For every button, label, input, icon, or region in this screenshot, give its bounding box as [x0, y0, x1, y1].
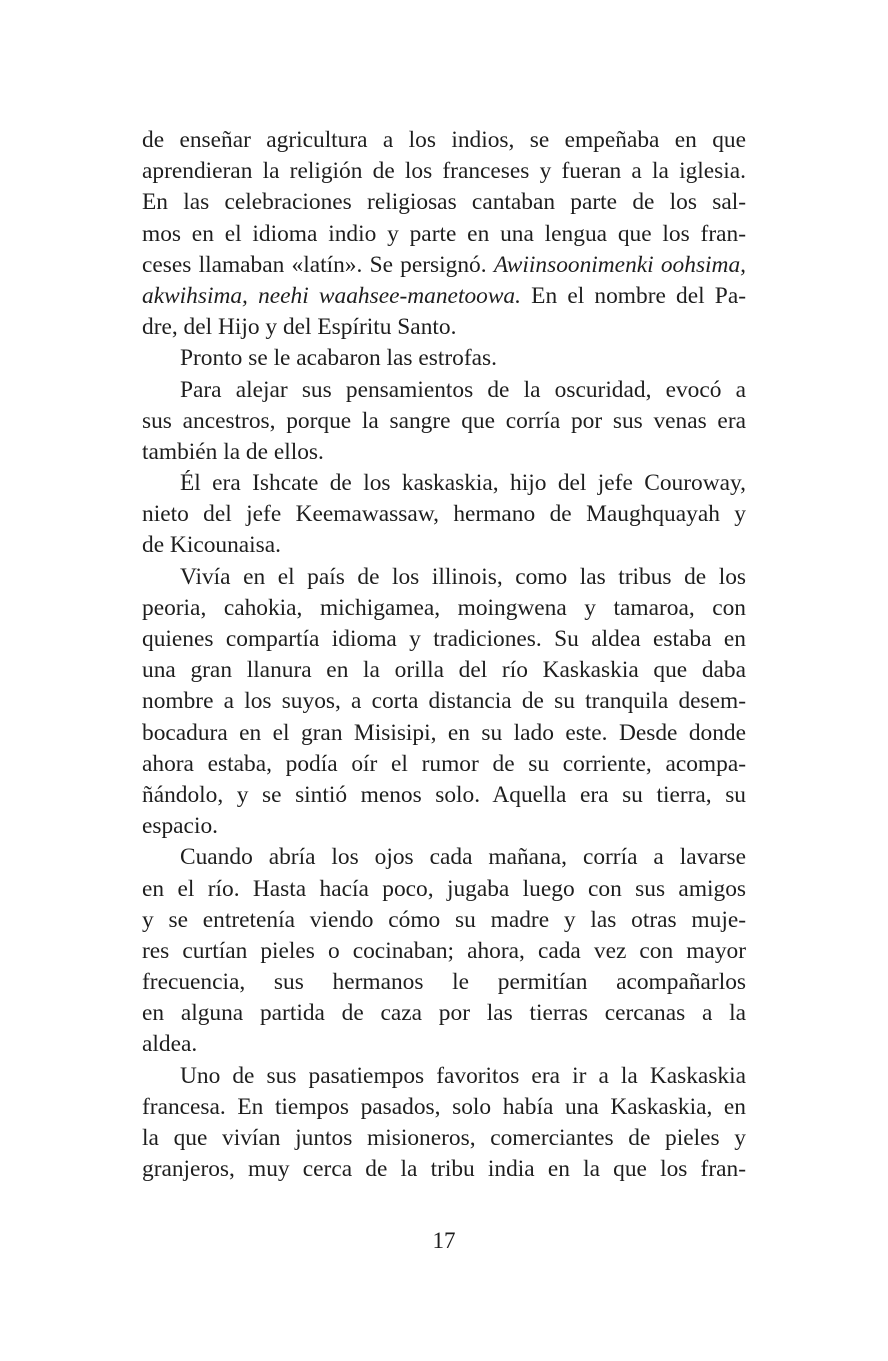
paragraph [142, 468, 746, 562]
body-text [142, 125, 746, 1185]
text-line: quienes compartía idioma y tradiciones. Su aldea estaba en [142, 626, 746, 652]
text-line: res curtían pieles o cocinaban; ahora, cada vez con mayor [142, 937, 746, 964]
text-line: en el río. Hasta hacía poco, jugaba luego con sus amigos [142, 875, 746, 902]
text-line: peoria, cahokia, michigamea, moingwena y tamaroa, con [142, 594, 746, 621]
italic-text: Awiinsoonimenki oohsima, [493, 251, 746, 278]
text-line: granjeros, muy cerca de la tribu india en la que los fran- [142, 1156, 746, 1183]
text-line: nombre a los suyos, a corta distancia de su tranquila desem- [142, 688, 746, 715]
text-line: En las celebraciones religiosas cantaban parte de los sal- [142, 189, 746, 216]
text-line: sus ancestros, porque la sangre que corría por sus venas era [142, 407, 746, 434]
text-line: francesa. En tiempos pasados, solo había una Kaskaskia, en [142, 1093, 746, 1120]
text-line: Vivía en el país de los illinois, como las tribus de los [180, 563, 746, 590]
text-line: de Kicounaisa. [142, 532, 281, 559]
text-line: Cuando abría los ojos cada mañana, corría a lavarse [180, 844, 746, 871]
paragraph [142, 125, 746, 343]
text-line: la que vivían juntos misioneros, comerciantes de pieles y [142, 1125, 746, 1151]
text-line: mos en el idioma indio y parte en una lengua que los fran- [142, 220, 746, 247]
text-segment: En el nombre del Pa- [520, 282, 746, 309]
text-line: Él era Ishcate de los kaskaskia, hijo del jefe Couroway, [180, 470, 746, 497]
text-line: bocadura en el gran Misisipi, en su lado este. Desde donde [142, 719, 746, 746]
text-line: Para alejar sus pensamientos de la oscuridad, evocó a [180, 376, 746, 403]
paragraph [142, 842, 746, 1060]
paragraph [142, 343, 746, 374]
text-line [142, 250, 746, 281]
text-line: nieto del jefe Keemawassaw, hermano de Maughquayah y [142, 501, 746, 528]
paragraph [142, 562, 746, 843]
text-line: Uno de sus pasatiempos favoritos era ir a la Kaskaskia [180, 1062, 746, 1089]
paragraph [142, 375, 746, 469]
text-segment: ceses llamaban «latín». Se persignó. [142, 251, 494, 278]
text-line: de enseñar agricultura a los indios, se empeñaba en que [142, 127, 746, 153]
text-line: Pronto se le acabaron las estrofas. [180, 345, 497, 372]
text-line [142, 281, 746, 312]
paragraph [142, 1061, 746, 1186]
text-line: también la de ellos. [142, 438, 324, 465]
text-line: espacio. [142, 813, 218, 840]
text-line: aldea. [142, 1031, 198, 1058]
text-line: frecuencia, sus hermanos le permitían acompañarlos [142, 969, 746, 996]
italic-text: akwihsima, neehi waahsee-manetoowa. [142, 282, 521, 309]
text-line: y se entretenía viendo cómo su madre y las otras muje- [142, 906, 746, 933]
text-line: ahora estaba, podía oír el rumor de su corriente, acompa- [142, 750, 746, 777]
text-line: ñándolo, y se sintió menos solo. Aquella era su tierra, su [142, 781, 746, 808]
page-number: 17 [432, 1228, 456, 1253]
text-line: en alguna partida de caza por las tierras cercanas a la [142, 1000, 746, 1027]
text-line: dre, del Hijo y del Espíritu Santo. [142, 314, 457, 341]
text-line: una gran llanura en la orilla del río Kaskaskia que daba [142, 657, 746, 684]
text-line: aprendieran la religión de los franceses y fueran a la iglesia. [142, 158, 746, 185]
